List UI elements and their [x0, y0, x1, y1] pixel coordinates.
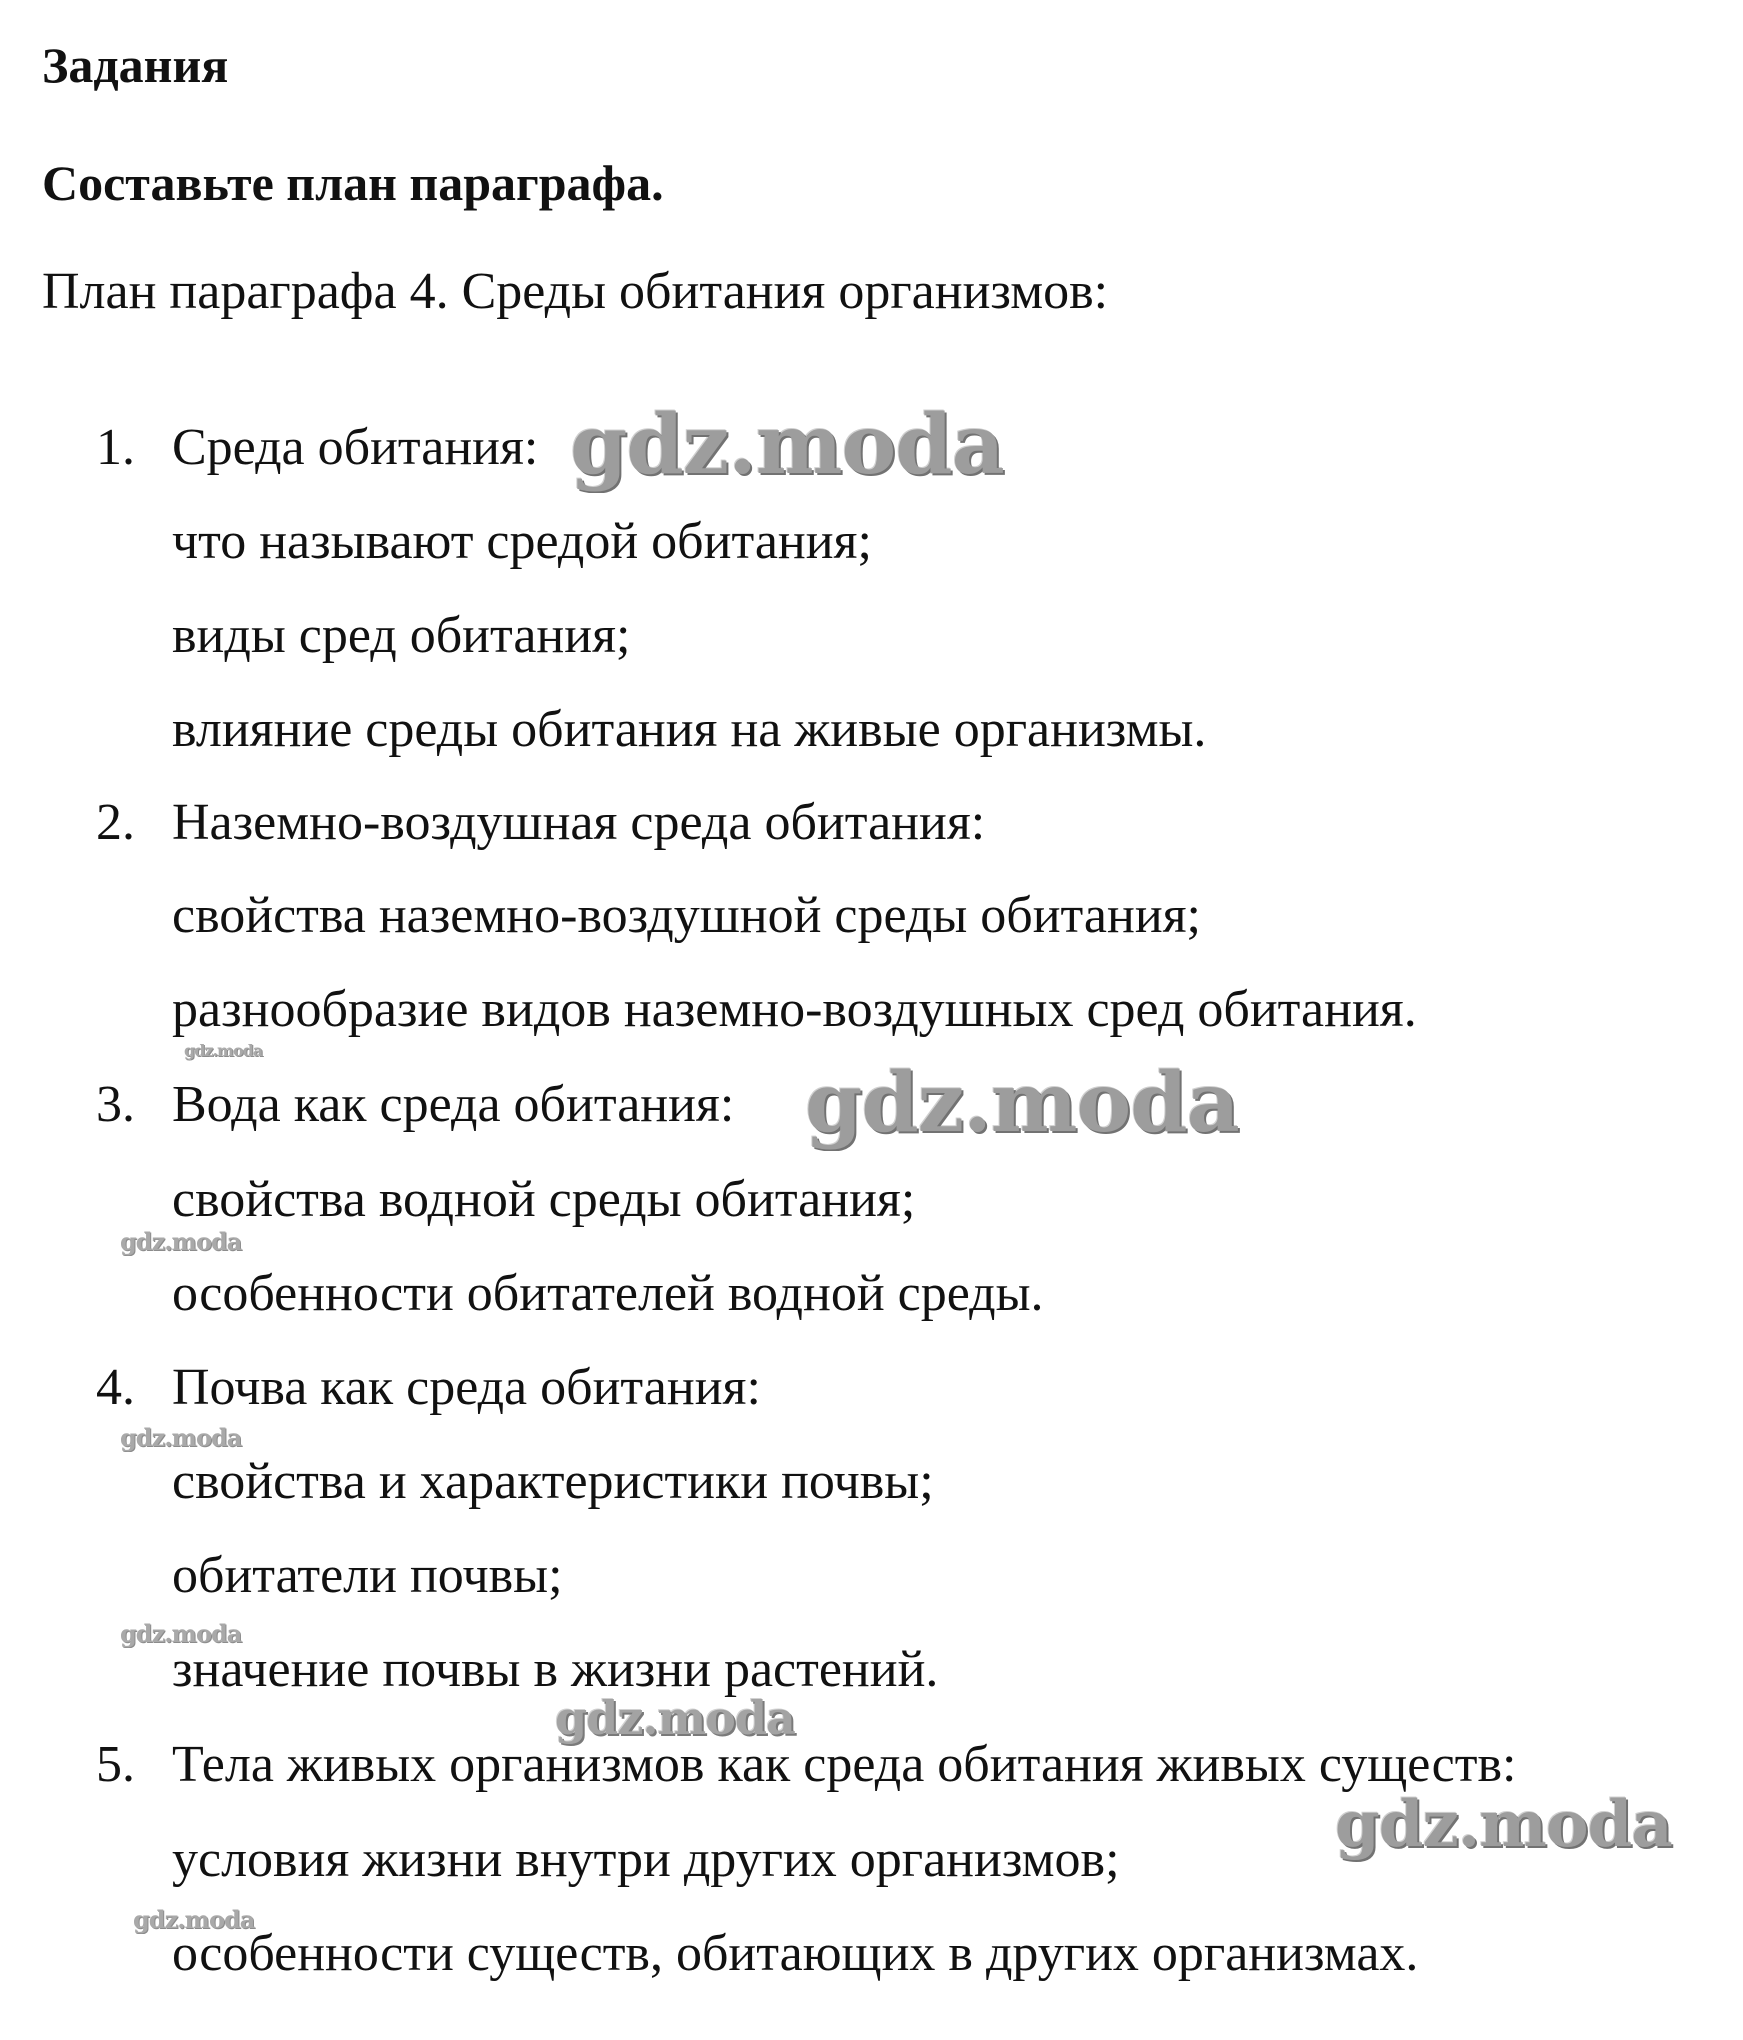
- item-title: Среда обитания:: [172, 419, 539, 476]
- subitem: влияние среды обитания на живые организмы.: [172, 701, 1207, 758]
- watermark: gdz.moda: [184, 1041, 263, 1060]
- watermark: gdz.moda: [805, 1055, 1239, 1151]
- subitem: условия жизни внутри других организмов;: [172, 1831, 1120, 1888]
- item-title: Наземно-воздушная среда обитания:: [172, 794, 986, 851]
- subitem: виды сред обитания;: [172, 607, 631, 664]
- subitem: свойства водной среды обитания;: [172, 1171, 916, 1228]
- subitem: разнообразие видов наземно-воздушных сред обитания.: [172, 981, 1417, 1038]
- watermark: gdz.moda: [120, 1619, 242, 1648]
- subitem: что называют средой обитания;: [172, 513, 872, 570]
- subitem: особенности обитателей водной среды.: [172, 1265, 1044, 1322]
- item-title: Почва как среда обитания:: [172, 1359, 761, 1416]
- plan-intro: План параграфа 4. Среды обитания организмов:: [42, 263, 1109, 320]
- watermark: gdz.moda: [120, 1227, 242, 1256]
- item-title: Вода как среда обитания:: [172, 1076, 735, 1133]
- watermark: gdz.moda: [120, 1423, 242, 1452]
- section-heading: Задания: [42, 37, 229, 93]
- subitem: свойства и характеристики почвы;: [172, 1453, 934, 1510]
- subitem: обитатели почвы;: [172, 1547, 563, 1604]
- item-title: Тела живых организмов как среда обитания живых существ:: [172, 1736, 1517, 1793]
- watermark: gdz.moda: [555, 1691, 795, 1745]
- item-number: 2.: [96, 794, 135, 851]
- task-heading: Составьте план параграфа.: [42, 155, 664, 211]
- subitem: особенности существ, обитающих в других организмах.: [172, 1925, 1419, 1982]
- item-number: 5.: [96, 1736, 135, 1793]
- item-number: 1.: [96, 419, 135, 476]
- subitem: значение почвы в жизни растений.: [172, 1641, 939, 1698]
- watermark: gdz.moda: [1335, 1787, 1672, 1862]
- watermark: gdz.moda: [570, 397, 1004, 493]
- item-number: 4.: [96, 1359, 135, 1416]
- subitem: свойства наземно-воздушной среды обитания;: [172, 887, 1202, 944]
- watermark: gdz.moda: [133, 1905, 255, 1934]
- item-number: 3.: [96, 1076, 135, 1133]
